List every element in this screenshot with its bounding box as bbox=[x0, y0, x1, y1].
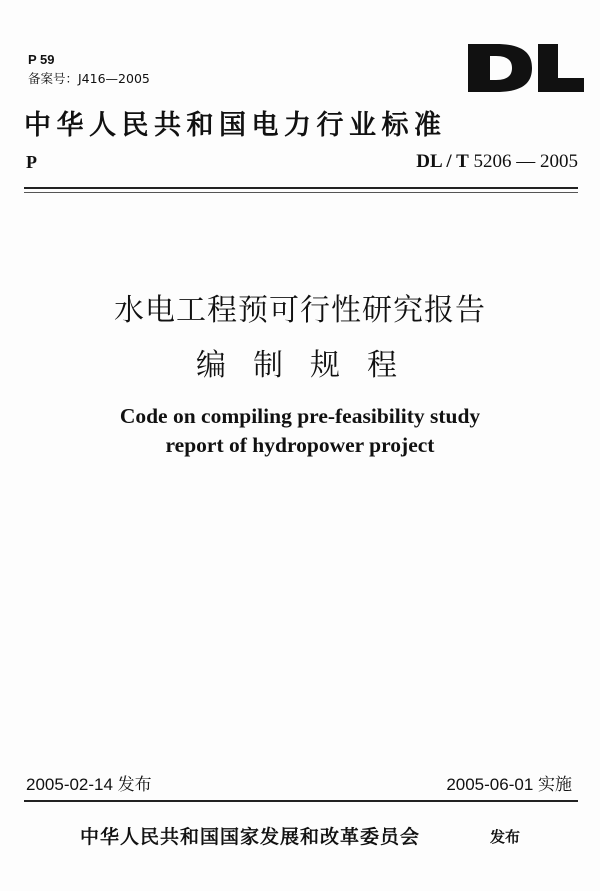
standard-number bbox=[416, 151, 578, 173]
standard-category-title: 中华人民共和国电力行业标准 bbox=[24, 110, 447, 141]
chinese-title-line2: 编制规程 bbox=[196, 348, 424, 383]
header-rule-thin bbox=[24, 192, 578, 193]
category-letter: P bbox=[26, 152, 37, 172]
chinese-title-line1: 水电工程预可行性研究报告 bbox=[114, 293, 486, 328]
issuer-action: 发布 bbox=[490, 828, 521, 846]
filing-number: 备案号：J416—2005 bbox=[28, 71, 150, 86]
standard-number-value: 5206 — 2005 bbox=[473, 151, 578, 172]
english-title-line2: report of hydropower project bbox=[165, 433, 435, 457]
footer-rule bbox=[24, 800, 578, 802]
implementation-date: 2005-06-01 实施 bbox=[446, 775, 572, 794]
english-title-line1: Code on compiling pre-feasibility study bbox=[119, 404, 481, 428]
dl-logo bbox=[466, 42, 586, 94]
classification-code: P 59 bbox=[28, 52, 55, 67]
issue-date: 2005-02-14 发布 bbox=[26, 775, 152, 794]
issuing-authority: 中华人民共和国国家发展和改革委员会 bbox=[80, 826, 421, 848]
standard-number-prefix: DL / T bbox=[416, 151, 469, 172]
header-rule bbox=[24, 187, 578, 189]
